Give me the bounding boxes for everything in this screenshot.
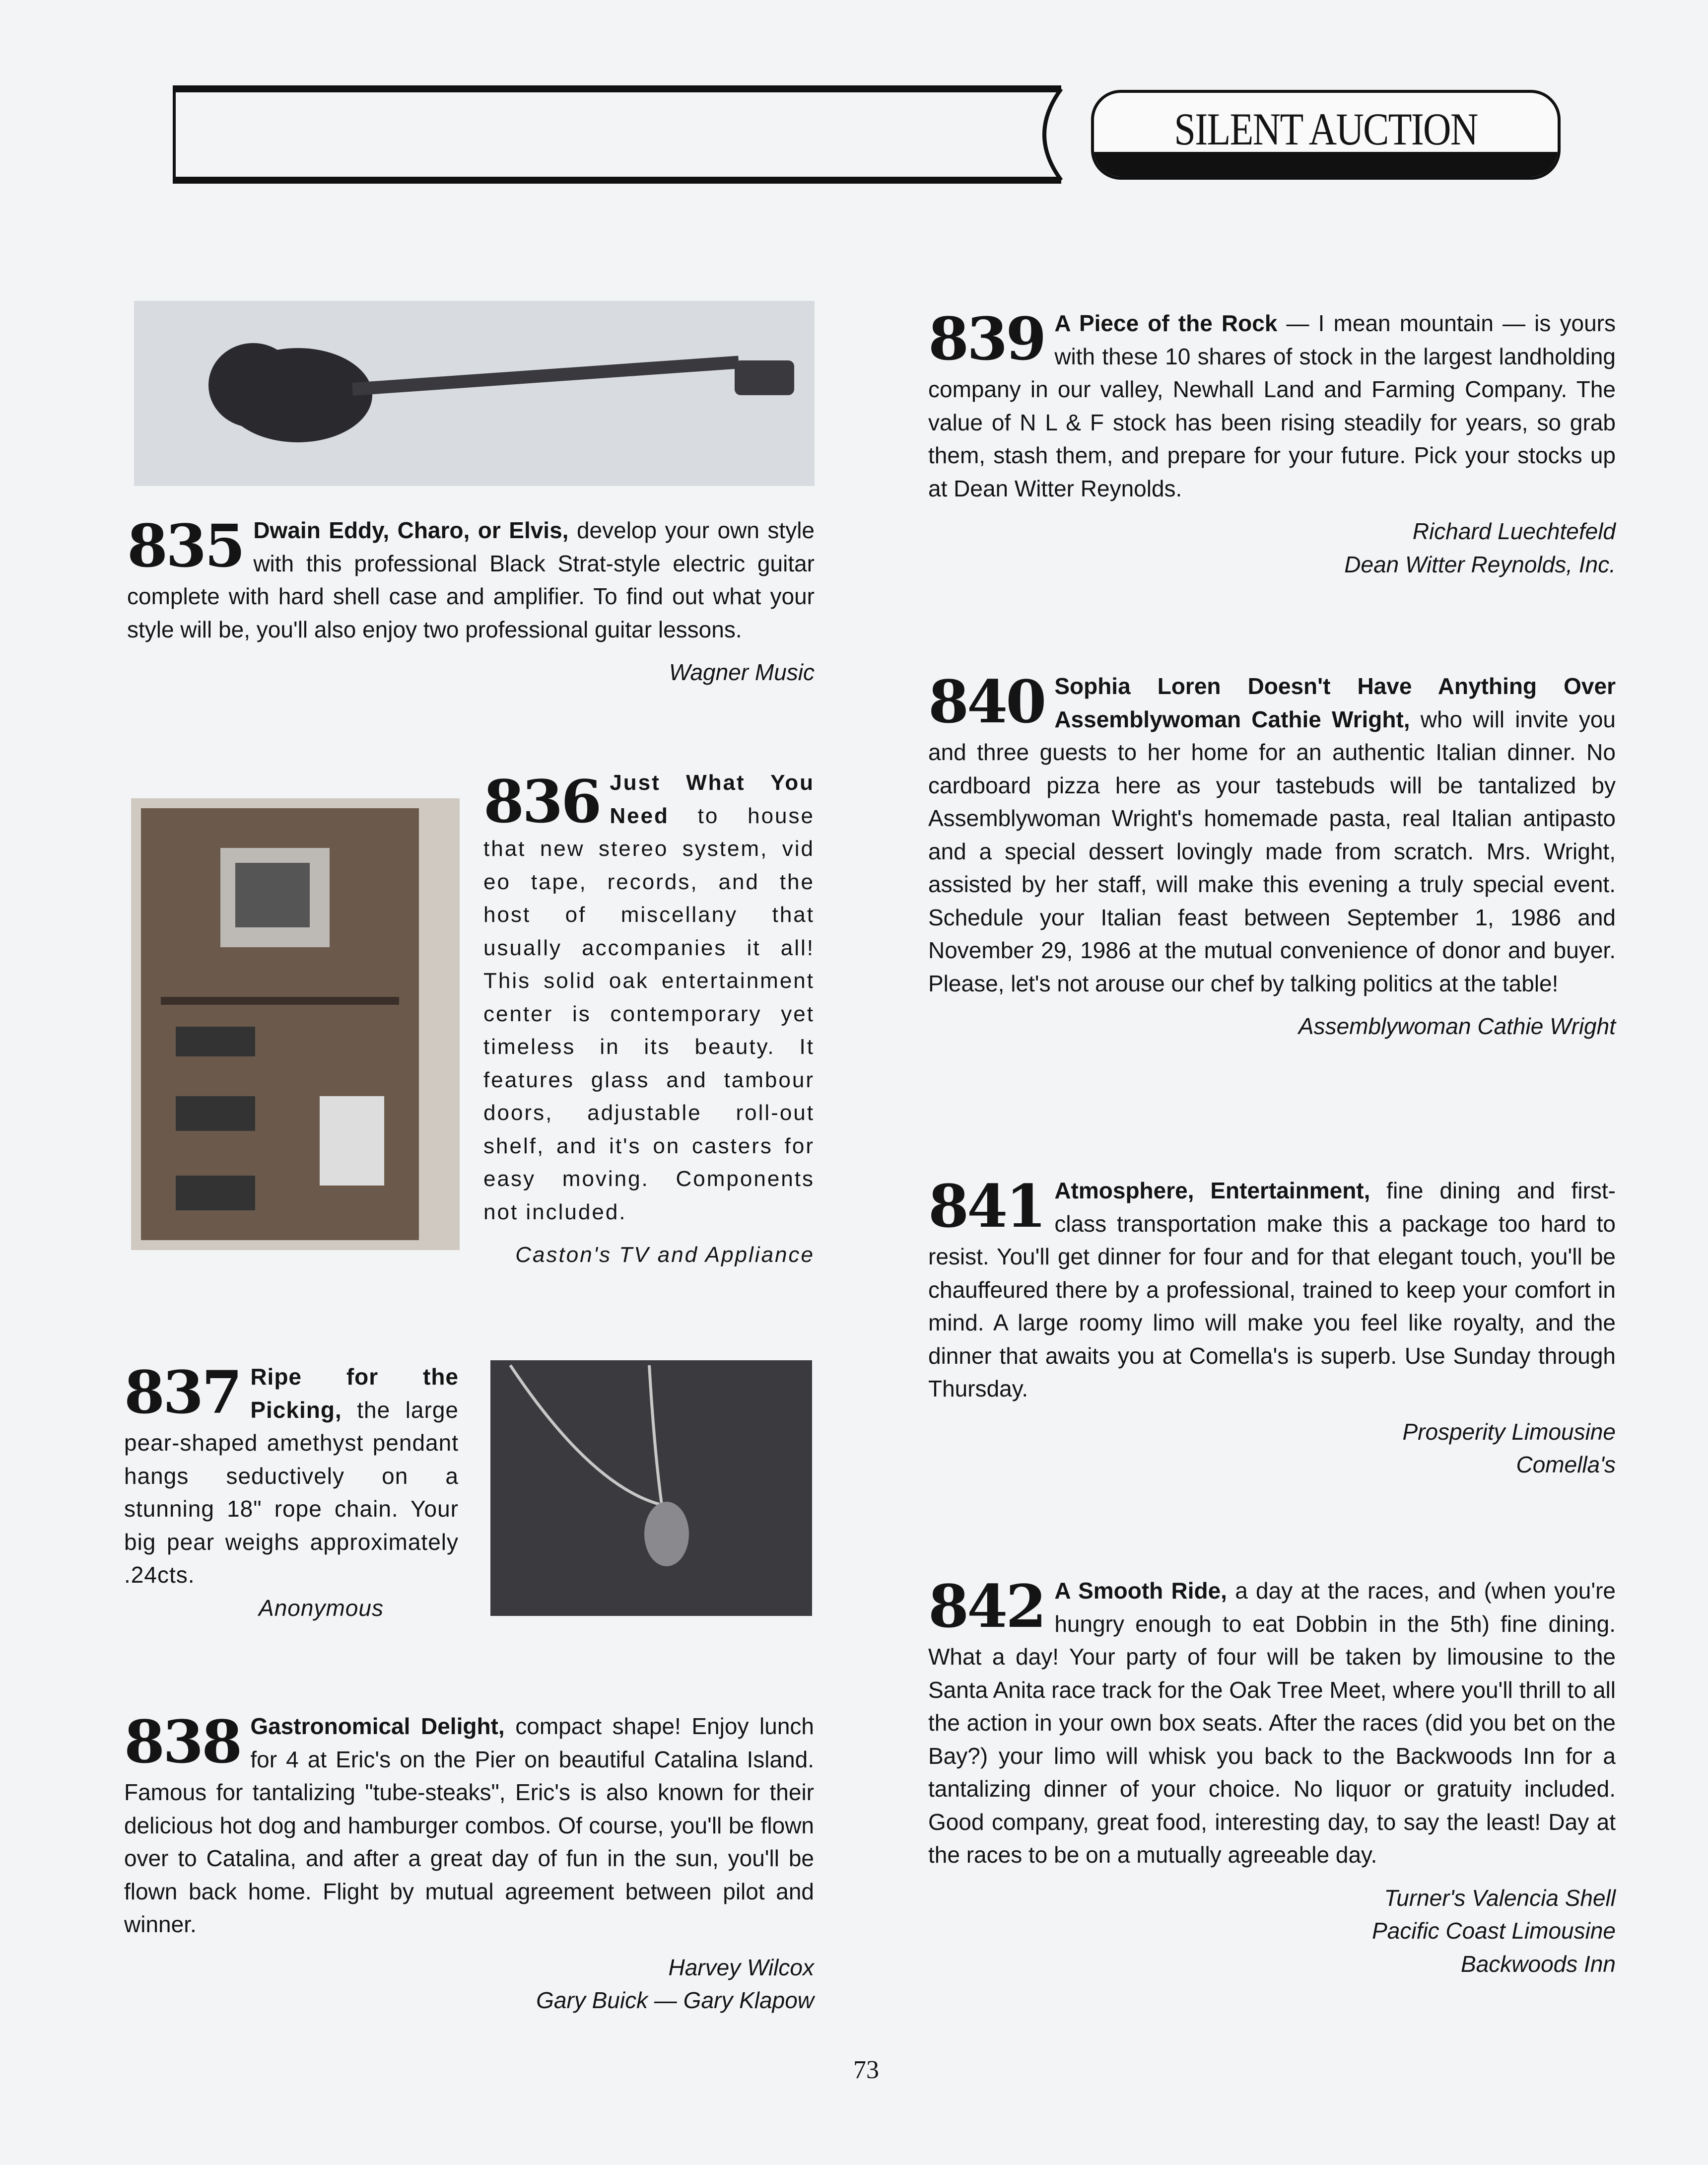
cabinet-icon xyxy=(131,798,460,1250)
item-number: 841 xyxy=(928,1172,1045,1241)
item-title: Sophia Loren Doesn't Have Anything Over Assemblywoman Cathie Wright, xyxy=(1054,673,1616,732)
item-donor: Dean Witter Reynolds, Inc. xyxy=(1344,551,1616,577)
item-description: fine dining and first-class transportation make this a package too hard to resist. You'll get dinner for four and for that elegant touch, you'll be chauffeured there by a professional, trained to keep your comfort in mind. A large roomy limo will make you feel like royalty, and the dinner that awaits you at Comella's is superb. Use Sunday through Thursday. xyxy=(928,1178,1616,1401)
header-banner-frame xyxy=(173,85,1061,184)
banner-curl xyxy=(1023,85,1092,184)
item-title: A Smooth Ride, xyxy=(1054,1578,1227,1604)
item-number: 839 xyxy=(928,304,1045,373)
item-description: the large pear-shaped amethyst pendant hangs seductively on a stunning 18" rope chain. Your big pear weighs approximately .24cts. xyxy=(124,1397,459,1588)
item-title: Atmosphere, Entertainment, xyxy=(1054,1178,1370,1203)
item-number: 842 xyxy=(928,1572,1045,1641)
item-donor: Gary Buick — Gary Klapow xyxy=(536,1987,814,2013)
item-description: who will invite you and three guests to her home for an authentic Italian dinner. No cardboard pizza here as your tastebuds will be tantalized by Assemblywoman Wright's homemade pasta, real Italian antipasto and a special dessert lovingly made from scratch. Mrs. Wright, assisted by her staff, will make this evening a truly special event. Schedule your Italian feast between September 1, 1986 and November 29, 1986 at the mutual convenience of donor and buyer. Please, let's not arouse our chef by talking politics at the table! xyxy=(928,706,1616,996)
guitar-icon xyxy=(134,301,815,486)
auction-item-838 xyxy=(124,1707,815,2017)
item-title: Gastronomical Delight, xyxy=(250,1713,505,1739)
item-description: compact shape! Enjoy lunch for 4 at Eric's on the Pier on beautiful Catalina Island. Famous for tantalizing "tube-steaks", Eric's is also known for their delicious hot dog and hamburger combos. Of course, you'll be flown over to Catalina, and after a great day of fun in the sun, you'll be flown back home. Flight by mutual agreement between pilot and winner. xyxy=(124,1713,815,1937)
item-donor: Assemblywoman Cathie Wright xyxy=(1298,1013,1616,1039)
item-donor: Prosperity Limousine xyxy=(1402,1418,1616,1445)
item-number: 837 xyxy=(124,1358,241,1427)
item-donor: Richard Luechtefeld xyxy=(1412,518,1616,544)
page-title: SILENT AUCTION xyxy=(1174,104,1478,154)
item-description: to house that new stereo system, vid eo tape, records, and the host of miscellany that usually accompanies it all! This solid oak entertainment center is contemporary yet timeless in its beauty. It features glass and tambour doors, adjustable roll-out shelf, and it's on casters for easy moving. Components not included. xyxy=(483,803,815,1224)
auction-item-842 xyxy=(928,1574,1616,1980)
item-donor: Comella's xyxy=(1516,1452,1616,1477)
item-title: A Piece of the Rock xyxy=(1054,310,1278,336)
item-number: 838 xyxy=(124,1707,241,1776)
item-donor: Pacific Coast Limousine xyxy=(1372,1918,1616,1944)
item-description: — I mean mountain — is yours with these 10 shares of stock in the largest landholding company in our valley, Newhall Land and Farming Company. The value of N L & F stock has been rising steadily for years, so grab them, stash them, and prepare for your future. Pick your stocks up at Dean Witter Reynolds. xyxy=(928,310,1616,501)
page-number: 73 xyxy=(853,2056,879,2084)
pendant-photo xyxy=(490,1360,812,1616)
item-title: Ripe for the Picking, xyxy=(250,1364,459,1423)
auction-item-836 xyxy=(483,767,815,1272)
silent-auction-badge xyxy=(1091,90,1561,180)
item-donor: Harvey Wilcox xyxy=(668,1954,814,1980)
item-donor: Caston's TV and Appliance xyxy=(515,1243,815,1267)
item-donor: Backwoods Inn xyxy=(1461,1951,1616,1977)
pendant-icon xyxy=(490,1360,812,1616)
item-donor: Turner's Valencia Shell xyxy=(1384,1885,1616,1911)
auction-item-840 xyxy=(928,667,1616,1043)
auction-item-841 xyxy=(928,1174,1616,1481)
item-number: 835 xyxy=(127,511,244,580)
item-description: develop your own style with this professional Black Strat-style electric guitar complete with hard shell case and amplifier. To find out what your style will be, you'll also enjoy two professional guitar lessons. xyxy=(127,517,815,642)
item-title: Dwain Eddy, Charo, or Elvis, xyxy=(253,517,569,543)
auction-item-839 xyxy=(928,304,1616,581)
item-donor: Wagner Music xyxy=(669,659,815,685)
item-number: 836 xyxy=(483,767,600,836)
entertainment-center-photo xyxy=(131,798,460,1250)
auction-item-837 xyxy=(124,1360,459,1624)
auction-item-835 xyxy=(127,511,815,689)
item-title: Just What You Need xyxy=(610,770,815,828)
guitar-photo xyxy=(134,301,815,486)
item-number: 840 xyxy=(928,667,1045,736)
item-description: a day at the races, and (when you're hungry enough to eat Dobbin in the 5th) fine dining. What a day! Your party of four will be taken by limousine to the Santa Anita race track for the Oak Tree Meet, where you'll thrill to all the action in your own box seats. After the races (did you bet on the Bay?) your limo will whisk you back to the Backwoods Inn for a tantalizing dinner of your choice. No liquor or gratuity included. Good company, great food, interesting day, to say the least! Day at the races to be on a mutually agreeable day. xyxy=(928,1578,1616,1868)
item-donor: Anonymous xyxy=(259,1595,384,1621)
